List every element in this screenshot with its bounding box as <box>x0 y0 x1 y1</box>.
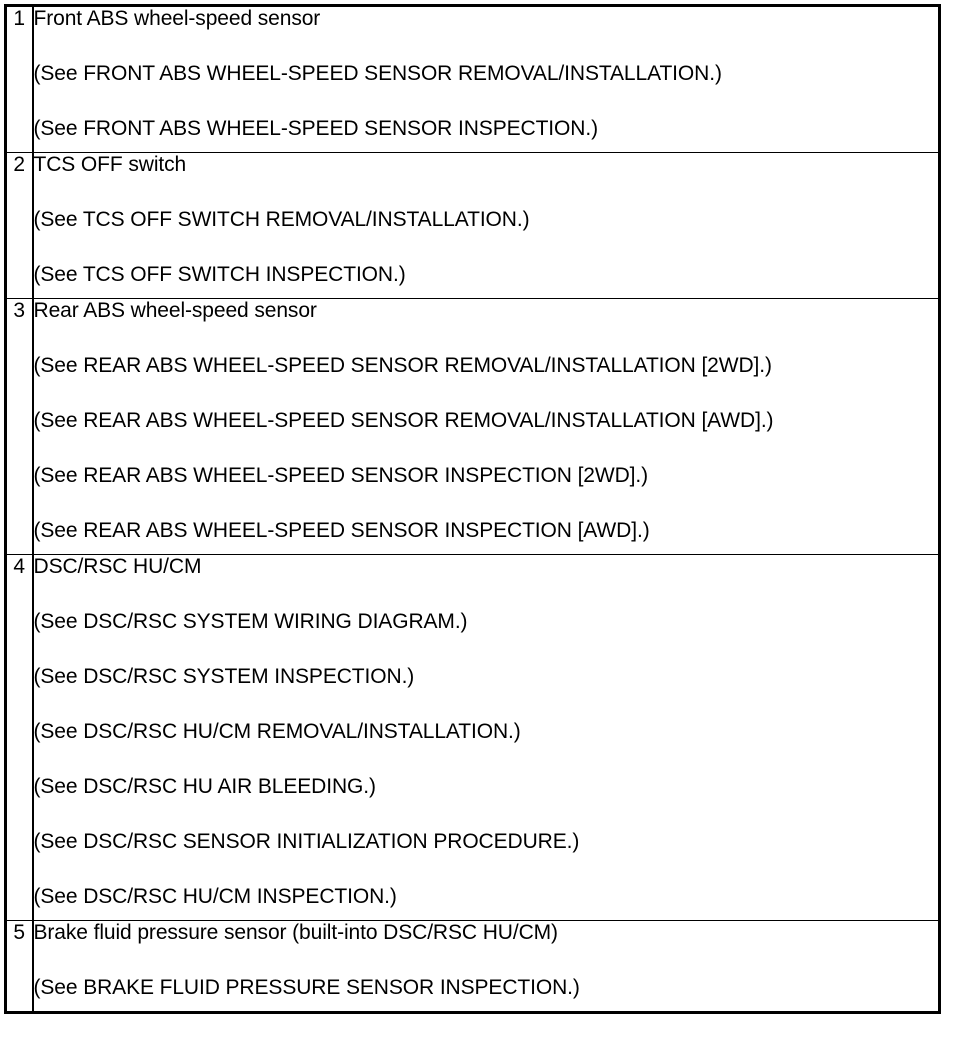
reference-link[interactable]: (See DSC/RSC HU/CM REMOVAL/INSTALLATION.) <box>33 720 521 743</box>
reference-link[interactable]: (See REAR ABS WHEEL-SPEED SENSOR INSPECTION [AWD].) <box>33 519 650 542</box>
component-table-body <box>6 6 940 1013</box>
reference-link[interactable]: (See BRAKE FLUID PRESSURE SENSOR INSPECTION.) <box>33 976 580 999</box>
reference-link[interactable]: (See DSC/RSC SYSTEM WIRING DIAGRAM.) <box>33 610 468 633</box>
component-name: Rear ABS wheel-speed sensor <box>33 299 317 322</box>
component-row <box>6 555 940 921</box>
reference-link[interactable]: (See DSC/RSC HU/CM INSPECTION.) <box>33 885 397 908</box>
reference-link[interactable]: (See TCS OFF SWITCH INSPECTION.) <box>33 263 406 286</box>
item-details <box>33 299 940 555</box>
item-number: 3 <box>6 299 33 555</box>
item-details <box>33 6 940 153</box>
component-name: Front ABS wheel-speed sensor <box>33 7 321 30</box>
component-name: DSC/RSC HU/CM <box>33 555 202 578</box>
component-row <box>6 921 940 1013</box>
reference-link[interactable]: (See DSC/RSC SYSTEM INSPECTION.) <box>33 665 415 688</box>
item-details <box>33 921 940 1013</box>
reference-link[interactable]: (See REAR ABS WHEEL-SPEED SENSOR INSPECTION [2WD].) <box>33 464 649 487</box>
component-row <box>6 153 940 299</box>
item-details <box>33 555 940 921</box>
component-name: Brake fluid pressure sensor (built-into DSC/RSC HU/CM) <box>33 921 558 944</box>
reference-link[interactable]: (See TCS OFF SWITCH REMOVAL/INSTALLATION.) <box>33 208 530 231</box>
reference-link[interactable]: (See FRONT ABS WHEEL-SPEED SENSOR REMOVAL/INSTALLATION.) <box>33 62 722 85</box>
reference-link[interactable]: (See REAR ABS WHEEL-SPEED SENSOR REMOVAL/INSTALLATION [2WD].) <box>33 354 772 377</box>
component-name: TCS OFF switch <box>33 153 187 176</box>
reference-link[interactable]: (See DSC/RSC HU AIR BLEEDING.) <box>33 775 376 798</box>
item-number: 2 <box>6 153 33 299</box>
component-row <box>6 299 940 555</box>
reference-link[interactable]: (See FRONT ABS WHEEL-SPEED SENSOR INSPECTION.) <box>33 117 598 140</box>
item-number: 4 <box>6 555 33 921</box>
component-row <box>6 6 940 153</box>
component-table <box>4 4 941 1014</box>
item-number: 5 <box>6 921 33 1013</box>
item-number: 1 <box>6 6 33 153</box>
item-details <box>33 153 940 299</box>
reference-link[interactable]: (See DSC/RSC SENSOR INITIALIZATION PROCEDURE.) <box>33 830 580 853</box>
reference-link[interactable]: (See REAR ABS WHEEL-SPEED SENSOR REMOVAL/INSTALLATION [AWD].) <box>33 409 774 432</box>
